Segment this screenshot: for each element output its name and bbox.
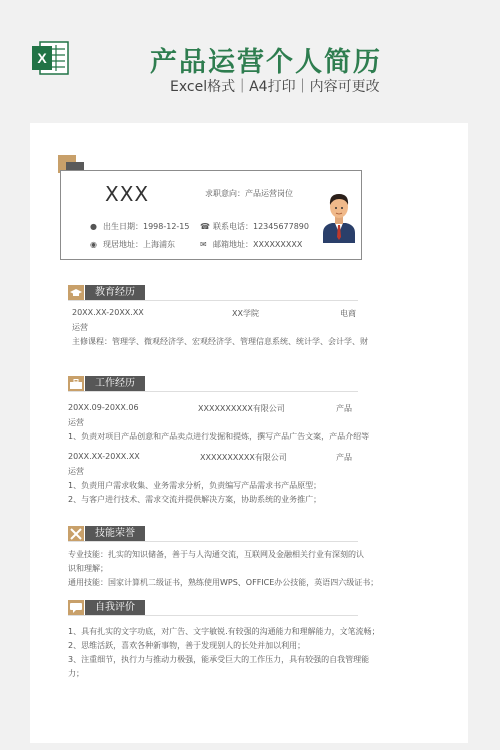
job2-date: 20XX.XX-20XX.XX (68, 452, 140, 461)
page-header (0, 0, 500, 110)
phone-icon: ☎ (200, 222, 210, 231)
education-major-part1: 电商 (340, 309, 356, 318)
job1-position-part2: 运营 (68, 418, 84, 427)
job-intent: 求职意向：产品运营岗位 (205, 189, 293, 198)
work-divider (68, 391, 358, 392)
job2-company: XXXXXXXXXX有限公司 (200, 453, 287, 462)
comment-icon (68, 600, 84, 616)
job2-description-1: 1、负责用户需求收集、业务需求分析，负责编写产品需求书产品原型； (68, 481, 322, 490)
job2-position-part2: 运营 (68, 467, 84, 476)
location-icon: ◉ (90, 240, 97, 249)
candidate-name: XXX (105, 182, 150, 206)
self-eval-line-1: 1、具有扎实的文字功底，对广告、文字敏锐.有较强的沟通能力和理解能力，文笔流畅； (68, 627, 380, 636)
education-date: 20XX.XX-20XX.XX (72, 308, 144, 317)
phone-info (200, 221, 309, 232)
skills-divider (68, 541, 358, 542)
education-school: XX学院 (232, 309, 259, 318)
job1-company: XXXXXXXXXX有限公司 (198, 404, 285, 413)
work-section-header (68, 376, 145, 392)
skills-title: 技能荣誉 (85, 526, 145, 542)
education-courses: 主修课程：管理学、微观经济学、宏观经济学、管理信息系统、统计学、会计学、财 (72, 337, 368, 346)
email-text: 邮箱地址：XXXXXXXXX (213, 240, 303, 249)
job1-position-part1: 产品 (336, 404, 352, 413)
birth-text: 出生日期：1998-12-15 (103, 222, 190, 231)
graduation-cap-icon (68, 285, 84, 301)
page-title: 产品运营个人简历 (150, 47, 382, 78)
person-icon: ● (90, 222, 97, 231)
skills-line-3: 通用技能：国家计算机二级证书，熟练使用WPS、OFFICE办公技能，英语四六级证书； (68, 578, 379, 587)
education-title: 教育经历 (85, 285, 145, 301)
mail-icon: ✉ (200, 240, 207, 249)
job2-description-2: 2、与客户进行技术、需求交流并提供解决方案，协助系统的业务推广； (68, 495, 322, 504)
tools-icon (68, 526, 84, 542)
self-eval-line-3: 3、注重细节，执行力与推动力极强，能承受巨大的工作压力，具有较强的自我管理能 (68, 655, 370, 664)
self-eval-line-2: 2、思维活跃，喜欢各种新事物，善于发现别人的长处并加以利用； (68, 641, 306, 650)
briefcase-icon (68, 376, 84, 392)
self-eval-line-4: 力； (68, 669, 84, 678)
education-section-header (68, 285, 145, 301)
birth-info (90, 221, 190, 232)
address-info (90, 239, 175, 250)
skills-line-1: 专业技能：扎实的知识储备，善于与人沟通交流，互联网及金融相关行业有深刻的认 (68, 550, 364, 559)
self-eval-title: 自我评价 (85, 600, 145, 616)
page-subtitle: Excel格式｜A4打印｜内容可更改 (170, 79, 380, 95)
excel-icon (30, 40, 70, 76)
self-eval-section-header (68, 600, 145, 616)
phone-text: 联系电话：12345677890 (213, 222, 309, 231)
self-eval-divider (68, 615, 358, 616)
work-title: 工作经历 (85, 376, 145, 392)
education-major-part2: 运营 (72, 323, 88, 332)
job1-date: 20XX.09-20XX.06 (68, 403, 139, 412)
avatar (320, 187, 358, 243)
education-divider (68, 300, 358, 301)
skills-line-2: 识和理解； (68, 564, 108, 573)
skills-section-header (68, 526, 145, 542)
job2-position-part1: 产品 (336, 453, 352, 462)
address-text: 现居地址：上海浦东 (103, 240, 175, 249)
svg-text:X: X (37, 50, 47, 66)
job1-description: 1、负责对项目产品创意和产品卖点进行发掘和提炼，撰写产品广告文案，产品介绍等 (68, 432, 370, 441)
email-info (200, 239, 302, 250)
